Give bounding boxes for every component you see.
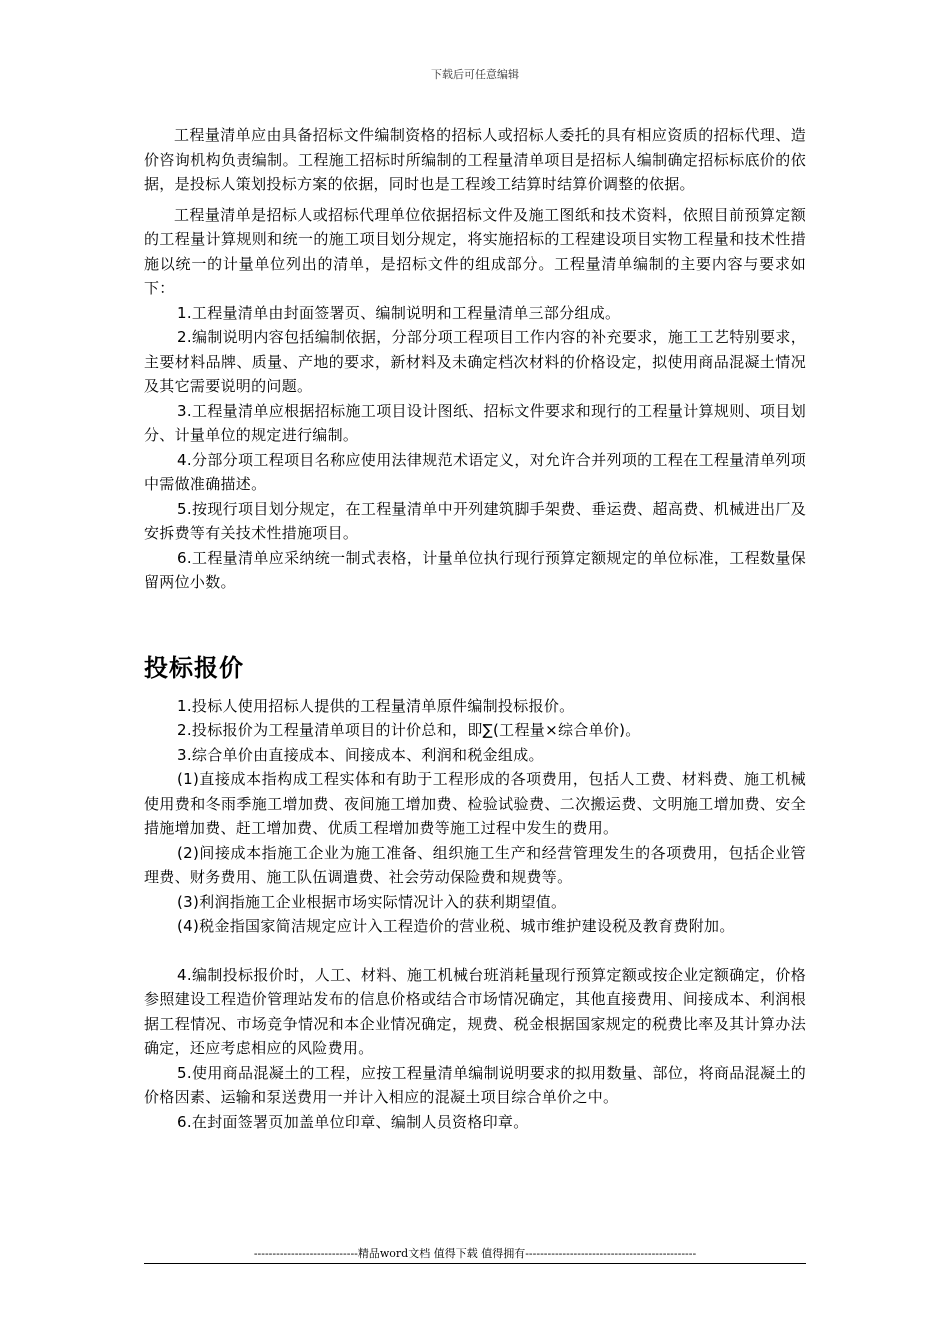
list-item: 5.按现行项目划分规定，在工程量清单中开列建筑脚手架费、垂运费、超高费、机械进出厂及安拆费等有关技术性措施项目。 bbox=[144, 499, 806, 542]
list-item: (4)税金指国家简洁规定应计入工程造价的营业税、城市维护建设税及教育费附加。 bbox=[177, 917, 735, 935]
list-item: 2.编制说明内容包括编制依据，分部分项工程项目工作内容的补充要求，施工工艺特别要求，主要材料品牌、质量、产地的要求，新材料及未确定档次材料的价格设定，拟使用商品混凝土情况及其它需要说明的问题。 bbox=[144, 328, 806, 395]
list-item: 5.使用商品混凝土的工程，应按工程量清单编制说明要求的拟用数量、部位，将商品混凝土的价格因素、运输和泵送费用一并计入相应的混凝土项目综合单价之中。 bbox=[144, 1063, 806, 1106]
page-header-note: 下载后可任意编辑 bbox=[431, 68, 519, 81]
list-item: 2.投标报价为工程量清单项目的计价总和，即∑(工程量×综合单价)。 bbox=[177, 721, 641, 739]
list-item: (1)直接成本指构成工程实体和有助于工程形成的各项费用，包括人工费、材料费、施工机械使用费和冬雨季施工增加费、夜间施工增加费、检验试验费、二次搬运费、文明施工增加费、安全措施增加费、赶工增加费、优质工程增加费等施工过程中发生的费用。 bbox=[144, 770, 806, 837]
list-item: 6.在封面签署页加盖单位印章、编制人员资格印章。 bbox=[177, 1112, 529, 1131]
list-item: 6.工程量清单应采纳统一制式表格，计量单位执行现行预算定额规定的单位标准，工程数量保留两位小数。 bbox=[144, 548, 806, 591]
list-item: 3.综合单价由直接成本、间接成本、利润和税金组成。 bbox=[177, 745, 544, 764]
intro-paragraph-2: 工程量清单是招标人或招标代理单位依据招标文件及施工图纸和技术资料，依照目前预算定额的工程量计算规则和统一的施工项目划分规定，将实施招标的工程建设项目实物工程量和技术性措施以统一的计量单位列出的清单，是招标文件的组成部分。工程量清单编制的主要内容与要求如下： bbox=[144, 205, 806, 297]
page-footer-note: ----------------------------精品word文档 值得下载 值得拥有---------------------------------------------- bbox=[253, 1247, 697, 1260]
blank-line bbox=[144, 939, 806, 963]
list-item: 4.分部分项工程项目名称应使用法律规范术语定义，对允许合并列项的工程在工程量清单列项中需做准确描述。 bbox=[144, 450, 806, 493]
footer-divider bbox=[144, 1263, 806, 1264]
list-item: 1.工程量清单由封面签署页、编制说明和工程量清单三部分组成。 bbox=[177, 303, 621, 322]
document-body bbox=[144, 123, 806, 1134]
section-title-bidding: 投标报价 bbox=[144, 653, 244, 682]
list-item: (3)利润指施工企业根据市场实际情况计入的获利期望值。 bbox=[177, 892, 567, 911]
list-item: 4.编制投标报价时，人工、材料、施工机械台班消耗量现行预算定额或按企业定额确定，价格参照建设工程造价管理站发布的信息价格或结合市场情况确定，其他直接费用、间接成本、利润根据工程情况、市场竞争情况和本企业情况确定，规费、税金根据国家规定的税费比率及其计算办法确定，还应考虑相应的风险费用。 bbox=[144, 965, 806, 1057]
list-item: (2)间接成本指施工企业为施工准备、组织施工生产和经营管理发生的各项费用，包括企业管理费、财务费用、施工队伍调遣费、社会劳动保险费和规费等。 bbox=[144, 843, 806, 886]
list-item: 1.投标人使用招标人提供的工程量清单原件编制投标报价。 bbox=[177, 696, 575, 715]
intro-paragraph-1: 工程量清单应由具备招标文件编制资格的招标人或招标人委托的具有相应资质的招标代理、造价咨询机构负责编制。工程施工招标时所编制的工程量清单项目是招标人编制确定招标标底价的依据，是投标人策划投标方案的依据，同时也是工程竣工结算时结算价调整的依据。 bbox=[144, 126, 806, 193]
list-item: 3.工程量清单应根据招标施工项目设计图纸、招标文件要求和现行的工程量计算规则、项目划分、计量单位的规定进行编制。 bbox=[144, 401, 806, 444]
